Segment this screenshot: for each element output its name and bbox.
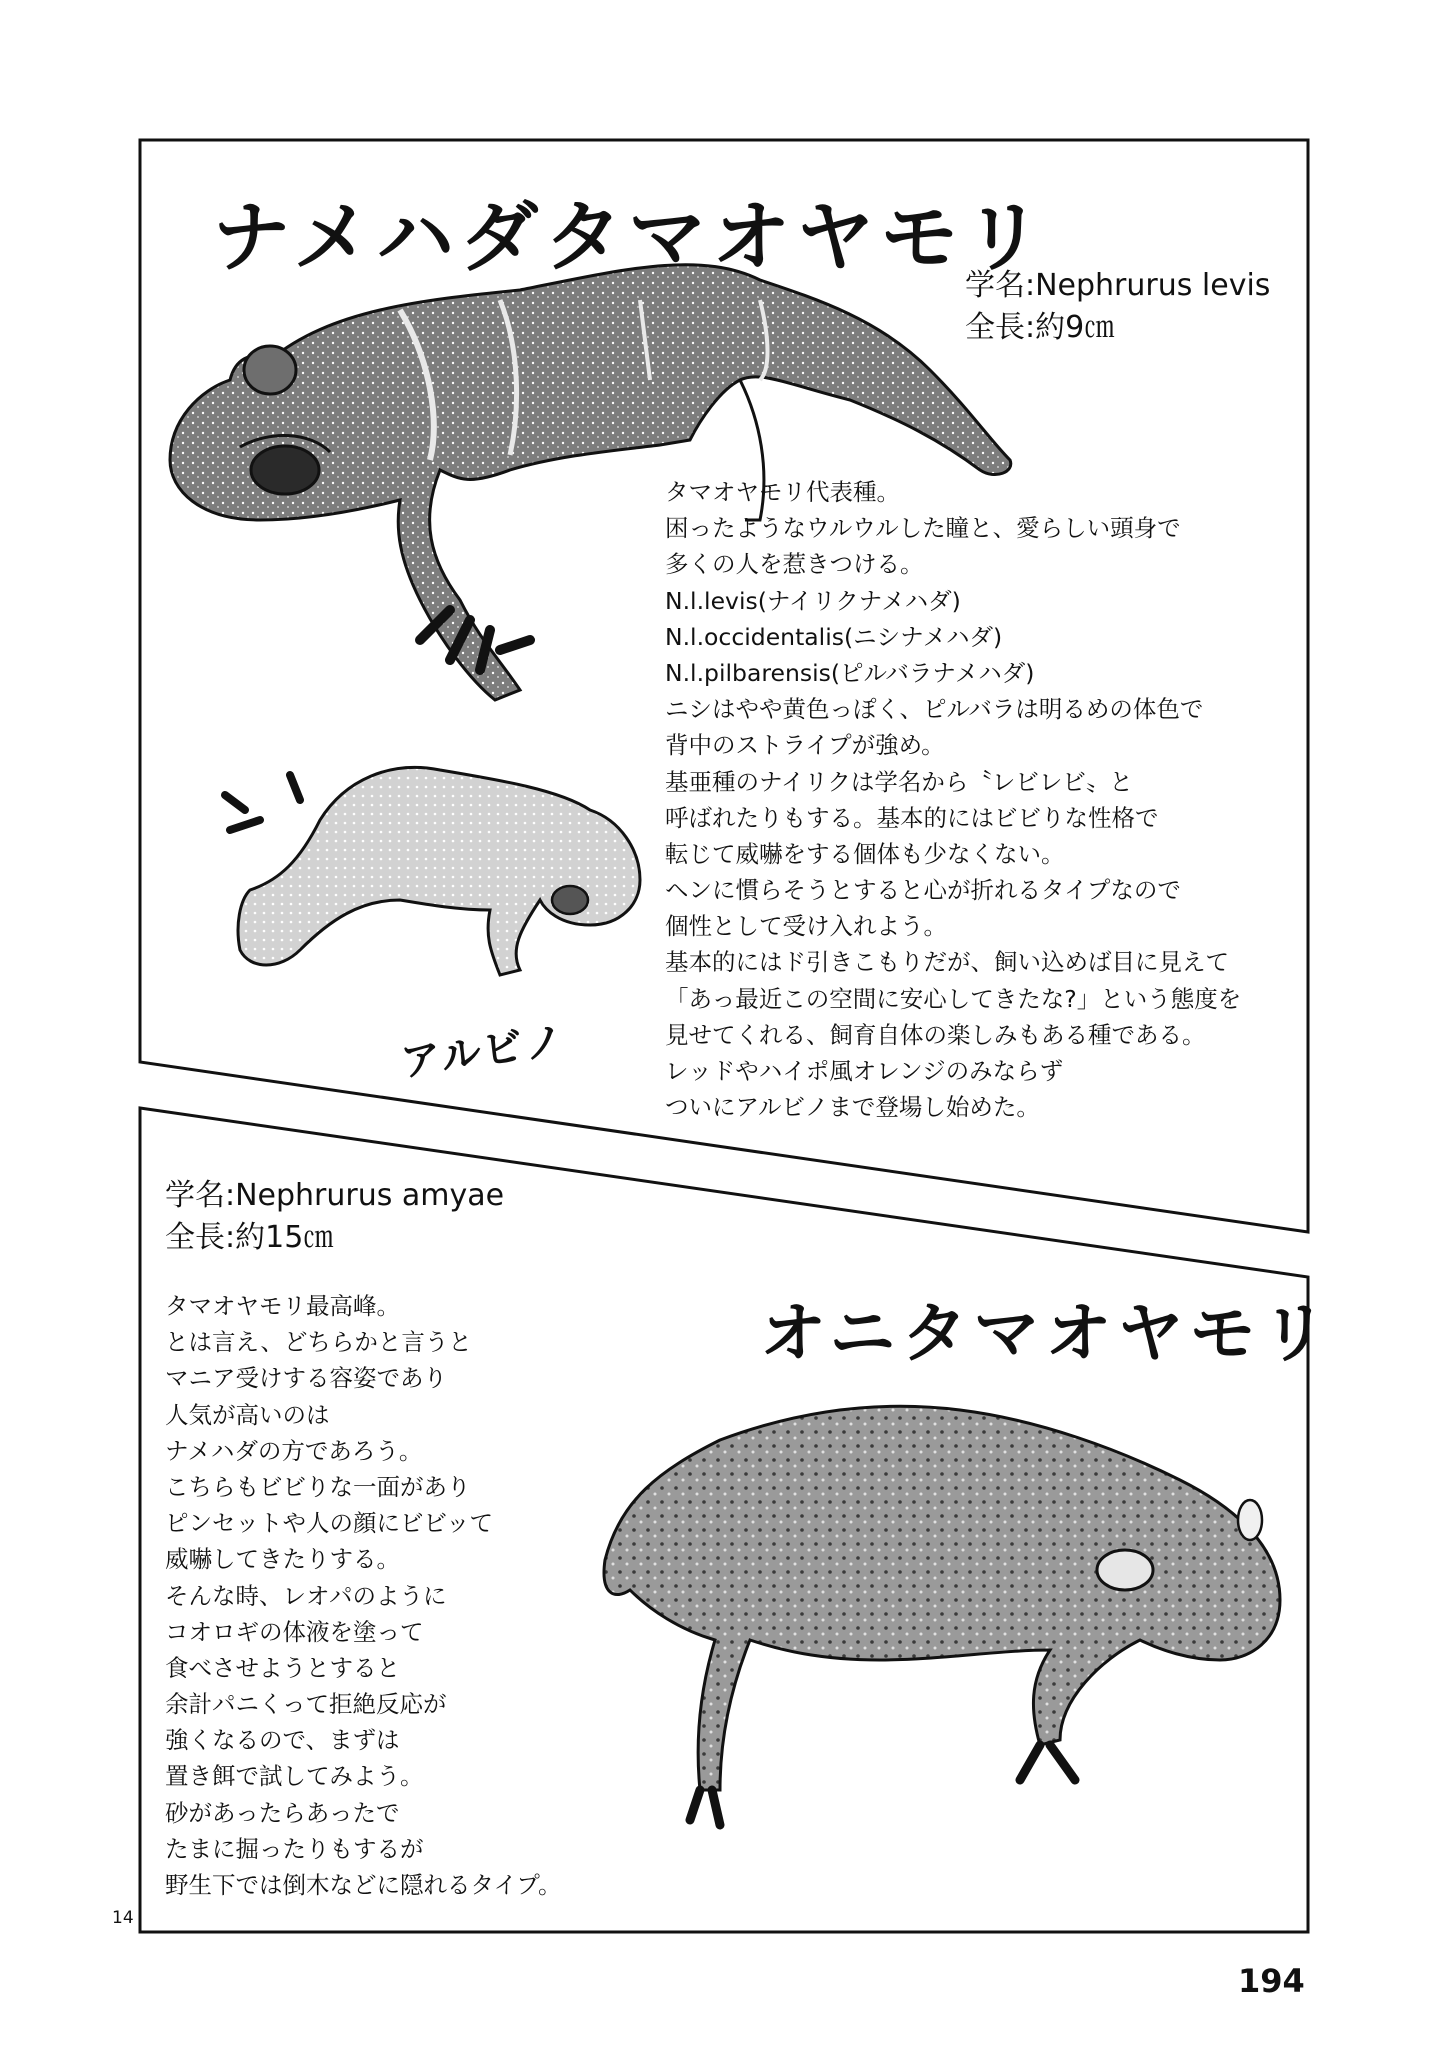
s2-line: ピンセットや人の顔にビビッて <box>165 1509 494 1538</box>
page-number: 194 <box>1238 1962 1305 2000</box>
s2-line: 強くなるので、まずは <box>165 1726 400 1755</box>
s1-line: 「あっ最近この空間に安心してきたな?」という態度を <box>665 984 1242 1013</box>
s1-line: タマオヤモリ代表種。 <box>665 478 900 506</box>
section2-description <box>165 1288 561 1903</box>
s2-line: コオロギの体液を塗って <box>165 1617 424 1646</box>
s1-line: ニシはやや黄色っぽく、ピルバラは明るめの体色で <box>665 695 1204 724</box>
s2-line: 置き餌で試してみよう。 <box>165 1762 424 1791</box>
section2-title: オニタマオヤモリ <box>760 1295 1334 1372</box>
section1-title: ナメハダタマオヤモリ <box>212 193 1049 283</box>
albino-gecko-illustration <box>225 767 640 975</box>
s2-line: そんな時、レオパのように <box>165 1581 447 1610</box>
albino-label: アルビノ <box>398 1017 569 1087</box>
s2-line: こちらもビビりな一面があり <box>165 1472 471 1501</box>
s1-line: 多くの人を惹きつける。 <box>665 550 924 579</box>
s1-line: N.l.occidentalis(ニシナメハダ) <box>665 622 1003 651</box>
section2-meta <box>165 1175 504 1259</box>
s2-line: マニア受けする容姿であり <box>165 1364 447 1393</box>
section2-scientific-name: 学名:Nephrurus amyae <box>165 1178 505 1213</box>
s1-line: 転じて威嚇をする個体も少なくない。 <box>665 839 1065 868</box>
s2-line: 人気が高いのは <box>165 1400 330 1429</box>
s2-line: 砂があったらあったで <box>165 1798 400 1827</box>
s2-line: とは言え、どちらかと言うと <box>165 1328 472 1357</box>
s2-line: 食べさせようとすると <box>165 1653 400 1682</box>
s1-line: ついにアルビノまで登場し始めた。 <box>665 1093 1040 1122</box>
section1-meta <box>965 265 1270 349</box>
s2-line: ナメハダの方であろう。 <box>165 1436 423 1465</box>
section1-length: 全長:約9㎝ <box>965 310 1115 345</box>
s1-line: 個性として受け入れよう。 <box>665 912 947 941</box>
s1-line: 基亜種のナイリクは学名から〝レビレビ〟と <box>665 767 1133 796</box>
section1-description <box>665 474 1241 1125</box>
s2-line: タマオヤモリ最高峰。 <box>165 1292 400 1320</box>
s2-line: 余計パニくって拒絶反応が <box>165 1690 447 1719</box>
section1-scientific-name: 学名:Nephrurus levis <box>965 268 1271 303</box>
section2-length: 全長:約15㎝ <box>165 1220 334 1255</box>
side-number: 14 <box>112 1908 134 1928</box>
rough-gecko-illustration <box>604 1406 1280 1825</box>
s1-line: N.l.pilbarensis(ピルバラナメハダ) <box>665 658 1035 687</box>
s1-line: ヘンに慣らそうとすると心が折れるタイプなので <box>665 876 1181 905</box>
s1-line: レッドやハイポ風オレンジのみならず <box>665 1057 1064 1085</box>
s2-line: 野生下では倒木などに隠れるタイプ。 <box>165 1871 562 1899</box>
s2-line: たまに掘ったりもするが <box>165 1834 424 1863</box>
s1-line: N.l.levis(ナイリクナメハダ) <box>665 586 961 615</box>
s1-line: 基本的にはド引きこもりだが、飼い込めば目に見えて <box>665 948 1229 977</box>
s2-line: 威嚇してきたりする。 <box>165 1545 400 1574</box>
s1-line: 見せてくれる、飼育自体の楽しみもある種である。 <box>665 1020 1206 1049</box>
s1-line: 困ったようなウルウルした瞳と、愛らしい頭身で <box>665 514 1181 543</box>
s1-line: 背中のストライプが強め。 <box>665 731 945 760</box>
s1-line: 呼ばれたりもする。基本的にはビビりな性格で <box>665 803 1159 832</box>
